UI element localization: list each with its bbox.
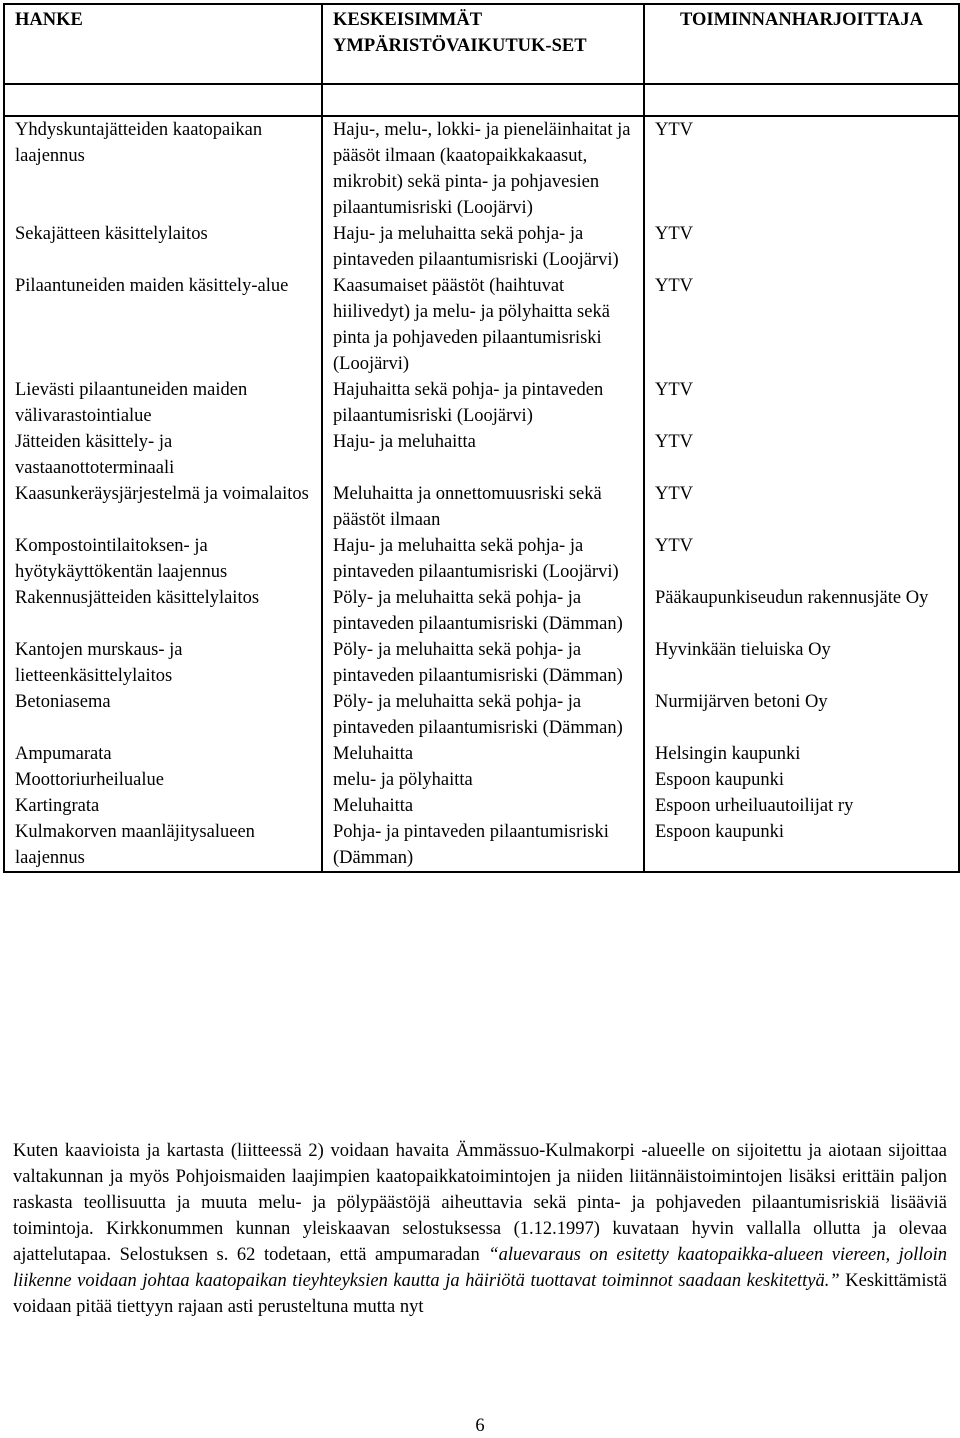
project-cell: Kantojen murskaus- ja lietteenkäsittelylaitos [4, 637, 322, 689]
operator-cell: YTV [644, 273, 959, 377]
project-cell: Rakennusjätteiden käsittelylaitos [4, 585, 322, 637]
project-cell: Lievästi pilaantuneiden maiden välivarastointialue [4, 377, 322, 429]
page-number: 6 [475, 1416, 485, 1436]
impact-cell: Haju- ja meluhaitta sekä pohja- ja pintaveden pilaantumisriski (Loojärvi) [322, 221, 644, 273]
operator-cell: Helsingin kaupunki [644, 741, 959, 767]
table-row [4, 377, 959, 429]
environmental-impacts-table [3, 3, 960, 873]
table-row [4, 689, 959, 741]
project-cell: Betoniasema [4, 689, 322, 741]
impact-cell: Haju- ja meluhaitta sekä pohja- ja pintaveden pilaantumisriski (Loojärvi) [322, 533, 644, 585]
impact-cell: Kaasumaiset päästöt (haihtuvat hiilivedyt) ja melu- ja pölyhaitta sekä pinta ja pohjaveden pilaantumisriski (Loojärvi) [322, 273, 644, 377]
operator-cell: YTV [644, 429, 959, 481]
operator-cell: Espoon urheiluautoilijat ry [644, 793, 959, 819]
operator-cell: YTV [644, 377, 959, 429]
table-body [4, 116, 959, 872]
operator-cell: YTV [644, 221, 959, 273]
paragraph-quote: “aluevaraus on esitetty kaatopaikka-alueen viereen, jolloin liikenne voidaan johtaa kaatopaikan tieyhteyksien kautta ja häiriötä tuottavat toiminnot saadaan keskitettyä.” [13, 1245, 947, 1291]
table-spacer-row [4, 84, 959, 116]
impact-cell: Meluhaitta [322, 793, 644, 819]
operator-cell: YTV [644, 116, 959, 221]
impact-cell: Pöly- ja meluhaitta sekä pohja- ja pintaveden pilaantumisriski (Dämman) [322, 637, 644, 689]
table-row [4, 819, 959, 872]
header-project: HANKE [4, 4, 322, 84]
operator-cell: Pääkaupunkiseudun rakennusjäte Oy [644, 585, 959, 637]
project-cell: Kartingrata [4, 793, 322, 819]
operator-cell: Espoon kaupunki [644, 819, 959, 872]
impact-cell: Meluhaitta [322, 741, 644, 767]
impact-cell: Haju-, melu-, lokki- ja pieneläinhaitat ja pääsöt ilmaan (kaatopaikkakaasut, mikrobit) sekä pinta- ja pohjavesien pilaantumisriski (Loojärvi) [322, 116, 644, 221]
impact-cell: melu- ja pölyhaitta [322, 767, 644, 793]
table-row [4, 481, 959, 533]
table-row [4, 637, 959, 689]
project-cell: Sekajätteen käsittelylaitos [4, 221, 322, 273]
table-row [4, 767, 959, 793]
project-cell: Kaasunkeräysjärjestelmä ja voimalaitos [4, 481, 322, 533]
impact-cell: Hajuhaitta sekä pohja- ja pintaveden pilaantumisriski (Loojärvi) [322, 377, 644, 429]
table-row [4, 116, 959, 221]
operator-cell: Hyvinkään tieluiska Oy [644, 637, 959, 689]
paragraph-text-end: Keskittämistä voidaan pitää tiettyyn rajaan asti perusteltuna mutta nyt [13, 1271, 948, 1317]
table-row [4, 221, 959, 273]
project-cell: Kulmakorven maanläjitysalueen laajennus [4, 819, 322, 872]
paragraph-text: Kuten kaavioista ja kartasta (liitteessä 2) voidaan havaita Ämmässuo-Kulmakorpi -alueelle on sijoitettu ja aiotaan sijoittaa valtakunnan ja myös Pohjoismaiden laajimpien kaatopaikkatoimintojen ja niiden liitännäistoimintojen lisäksi erittäin paljon raskasta teollisuutta ja muuta melu- ja pölypäästöjä aiheuttavia sekä pinta- ja pohjaveden pilaantumisriskiä lisääviä toimintoja. Kirkkonummen kunnan yleiskaavan selostuksessa (1.12.1997) kuvataan hyvin vallalla ollutta ja olevaa ajattelutapaa. Selostuksen s. 62 todetaan, että ampumaradan [13, 1141, 947, 1265]
project-cell: Moottoriurheilualue [4, 767, 322, 793]
impact-cell: Pöly- ja meluhaitta sekä pohja- ja pintaveden pilaantumisriski (Dämman) [322, 689, 644, 741]
impact-cell: Haju- ja meluhaitta [322, 429, 644, 481]
operator-cell: Espoon kaupunki [644, 767, 959, 793]
table-row [4, 741, 959, 767]
body-paragraph [13, 1138, 947, 1320]
project-cell: Pilaantuneiden maiden käsittely-alue [4, 273, 322, 377]
table-row [4, 793, 959, 819]
table-row [4, 533, 959, 585]
impact-cell: Pöly- ja meluhaitta sekä pohja- ja pintaveden pilaantumisriski (Dämman) [322, 585, 644, 637]
operator-cell: Nurmijärven betoni Oy [644, 689, 959, 741]
header-operator: TOIMINNANHARJOITTAJA [644, 4, 959, 84]
table-header-row [4, 4, 959, 84]
impact-cell: Pohja- ja pintaveden pilaantumisriski (Dämman) [322, 819, 644, 872]
operator-cell: YTV [644, 481, 959, 533]
impact-cell: Meluhaitta ja onnettomuusriski sekä päästöt ilmaan [322, 481, 644, 533]
project-cell: Yhdyskuntajätteiden kaatopaikan laajennus [4, 116, 322, 221]
project-cell: Jätteiden käsittely- ja vastaanottoterminaali [4, 429, 322, 481]
header-impact: KESKEISIMMÄT YMPÄRISTÖVAIKUTUK-SET [322, 4, 644, 84]
operator-cell: YTV [644, 533, 959, 585]
project-cell: Ampumarata [4, 741, 322, 767]
table-row [4, 273, 959, 377]
table-row [4, 429, 959, 481]
table-row [4, 585, 959, 637]
project-cell: Kompostointilaitoksen- ja hyötykäyttökentän laajennus [4, 533, 322, 585]
